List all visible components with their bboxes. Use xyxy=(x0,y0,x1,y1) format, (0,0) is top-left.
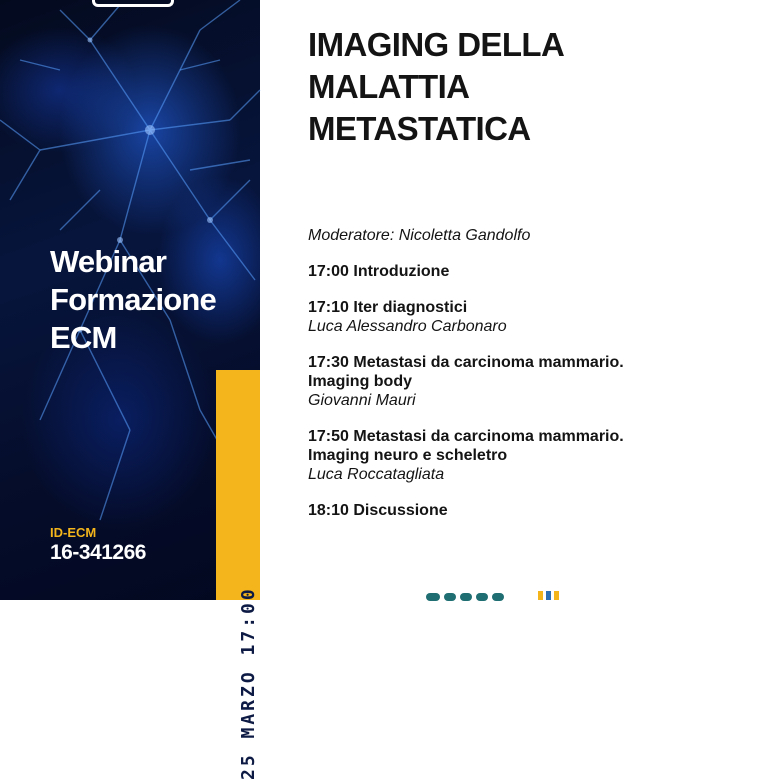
top-logo-shape xyxy=(92,0,174,7)
program-item-title xyxy=(308,262,748,281)
program-item-title-line: 18:10 Discussione xyxy=(308,502,448,519)
program-item-title-line: 17:10 Iter diagnostici xyxy=(308,299,468,316)
program-item-title xyxy=(308,501,748,520)
program-item xyxy=(308,427,748,484)
program-list xyxy=(308,226,748,537)
event-date-time: 25 MARZO 17:00 xyxy=(238,586,259,780)
program-item-title xyxy=(308,298,748,317)
moderator: Moderatore: Nicoletta Gandolfo xyxy=(308,227,531,244)
webinar-title-line: Formazione xyxy=(50,282,216,317)
program-item-title-line: Imaging body xyxy=(308,373,412,390)
webinar-title-line: Webinar xyxy=(50,244,167,279)
main-title xyxy=(308,24,564,150)
left-panel xyxy=(0,0,260,780)
program-item-speaker: Luca Roccatagliata xyxy=(308,466,445,483)
main-title-line: IMAGING DELLA xyxy=(308,26,565,63)
program-item xyxy=(308,353,748,410)
program-item-title-line: 17:30 Metastasi da carcinoma mammario. xyxy=(308,354,624,371)
id-ecm-value: 16-341266 xyxy=(50,541,146,564)
program-item-title-line: Imaging neuro e scheletro xyxy=(308,447,508,464)
date-strip xyxy=(216,370,260,780)
main-title-line: MALATTIA xyxy=(308,68,470,105)
webinar-title-line: ECM xyxy=(50,320,117,355)
program-item xyxy=(308,298,748,336)
program-item-title xyxy=(308,427,748,465)
program-item-speaker: Giovanni Mauri xyxy=(308,392,416,409)
program-item xyxy=(308,262,748,281)
program-item-speaker: Luca Alessandro Carbonaro xyxy=(308,318,507,335)
webinar-title xyxy=(50,243,216,357)
id-ecm-label: ID-ECM xyxy=(50,525,97,540)
program-item-title-line: 17:50 Metastasi da carcinoma mammario. xyxy=(308,428,624,445)
program-item xyxy=(308,501,748,520)
main-title-line: METASTATICA xyxy=(308,110,531,147)
program-item-title xyxy=(308,353,748,391)
sponsor-logo xyxy=(420,590,580,600)
program-item-title-line: 17:00 Introduzione xyxy=(308,263,450,280)
